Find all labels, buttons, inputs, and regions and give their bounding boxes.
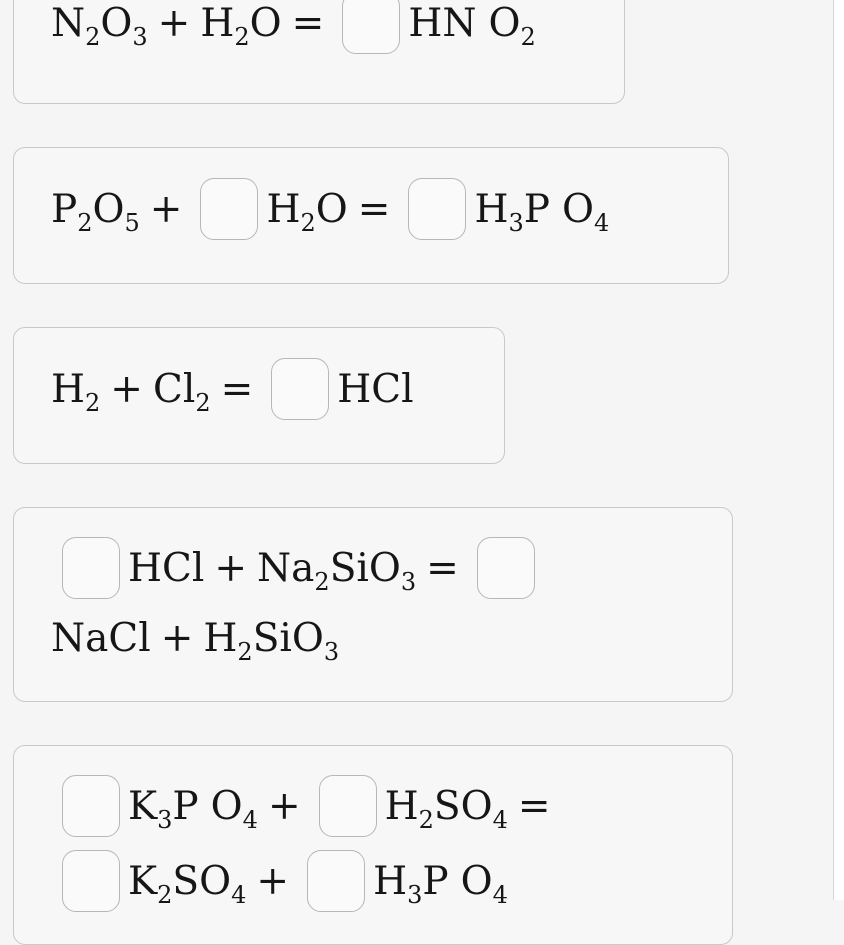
reactant-hcl: HCl [128,545,205,591]
equation-4-line-2 [51,616,340,666]
plus-sign: + [256,858,290,904]
equation-card-5 [13,745,733,945]
equals-sign: = [357,186,391,232]
coefficient-input-h2so4[interactable] [319,775,377,837]
reactant-h2o: $H_2O$ [266,186,348,237]
equals-sign: = [220,366,254,412]
equation-1 [51,0,536,54]
equation-card-4 [13,507,733,702]
reactant-cl2: $Cl_2$ [152,366,211,417]
equation-card-1 [13,0,625,104]
scrollbar-track[interactable] [833,0,844,900]
plus-sign: + [110,366,143,412]
equation-5-line-2 [62,850,508,912]
plus-sign: + [214,545,248,591]
plus-sign: + [160,616,194,661]
plus-sign: + [157,0,191,46]
reactant-h2so4: $H_2SO_4$ [384,783,508,834]
product-nacl: NaCl [51,616,151,661]
plus-sign: + [149,186,183,232]
coefficient-input-nacl[interactable] [477,537,535,599]
equation-card-3 [13,327,505,464]
equation-3 [51,358,414,420]
equals-sign: = [291,0,325,46]
product-hcl: HCl [337,366,414,412]
product-k2so4: $K_2SO_4$ [128,858,247,909]
reactant-h2o: $H_2O$ [200,0,282,51]
product-h3po4: $H_3P$ $O_4$ [474,186,610,237]
equation-5-line-1 [62,775,561,837]
equation-card-2 [13,147,729,284]
reactant-h2: $H_2$ [51,366,101,417]
reactant-n2o3: $N_2O_3$ [51,0,148,51]
coefficient-input-k2so4[interactable] [62,850,120,912]
product-h3po4: $H_3P$ $O_4$ [373,858,508,909]
coefficient-input-h3po4[interactable] [408,178,466,240]
product-h2sio3: $H_2SiO_3$ [203,616,340,666]
coefficient-input-k3po4[interactable] [62,775,120,837]
equation-4-line-1 [62,537,543,599]
equals-sign: = [426,545,459,591]
reactant-k3po4: $K_3P$ $O_4$ [128,783,258,834]
reactant-p2o5: $P_2O_5$ [51,186,140,237]
plus-sign: + [267,783,301,829]
equation-2 [51,178,609,240]
coefficient-input-hno2[interactable] [342,0,400,54]
reactant-na2sio3: $Na_2SiO_3$ [257,545,417,596]
equals-sign: = [517,783,551,829]
coefficient-input-h2o[interactable] [200,178,258,240]
coefficient-input-hcl[interactable] [271,358,329,420]
coefficient-input-hcl[interactable] [62,537,120,599]
coefficient-input-h3po4[interactable] [307,850,365,912]
product-hno2: HN $O_2$ [408,0,536,51]
